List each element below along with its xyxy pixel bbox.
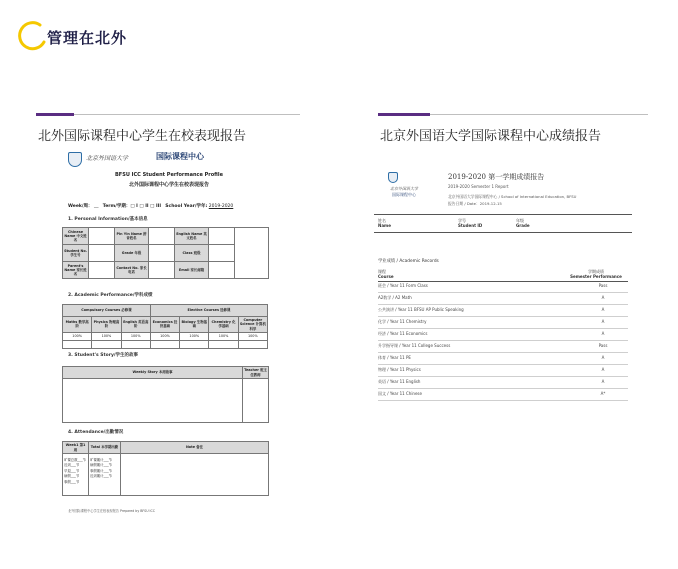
course-grade: Pass <box>598 343 608 348</box>
course-name: 化学 / Year 11 Chemistry <box>378 319 427 324</box>
subject-score: 100% <box>63 332 92 340</box>
class-label: Class 班级 <box>175 245 209 262</box>
attendance-item: 迟到___节 <box>64 463 80 468</box>
brand-logo <box>14 18 154 52</box>
subject-score: 100% <box>209 332 238 340</box>
course-grade: A <box>601 331 605 336</box>
report-subtitle: 2019-2020 Semester 1 Report <box>448 184 509 189</box>
report-title: 2019-2020 第一学期成绩报告 <box>448 173 545 181</box>
attendance-item: 病假累计___节 <box>90 463 113 468</box>
course-grade: A <box>601 307 605 312</box>
subject-score: 100% <box>92 332 121 340</box>
subject-header: English 英语高阶 <box>121 317 150 333</box>
left-column-title: 北外国际课程中心学生在校表现报告 <box>38 129 247 144</box>
attendance-item: 旷课总数___节 <box>64 458 87 462</box>
report-school-name: 北京外国语大学 <box>390 186 418 191</box>
grade-report-document <box>370 150 632 412</box>
record-row <box>378 282 628 293</box>
course-name: 体育 / Year 11 PE <box>378 355 411 360</box>
course-name: 升学指导课 / Year 11 College Success <box>378 343 451 348</box>
week-label: Week/周： <box>68 204 93 209</box>
section-story-heading: 3. Student's Story/学生的故事 <box>68 353 139 358</box>
subject-header: Economics 经济基础 <box>150 317 179 333</box>
course-grade: A <box>601 355 605 360</box>
report-address: 北京外国语大学国际课程中心 / School of International Education, BFSU <box>448 194 577 199</box>
personal-info-table <box>62 227 269 279</box>
attendance-week-items <box>63 454 89 496</box>
course-name: A2数学 / A2 Math <box>378 295 412 300</box>
attendance-total-header: Total 本学期出勤 <box>89 442 121 454</box>
attendance-table <box>62 441 269 496</box>
subject-score: 100% <box>238 332 267 340</box>
subject-header: Computer Science 计算机科学 <box>239 318 266 331</box>
course-grade: A <box>601 379 605 384</box>
right-divider <box>430 114 648 115</box>
course-name: 国文 / Year 11 Chinese <box>378 391 422 396</box>
course-grade: A* <box>600 391 606 396</box>
record-row <box>378 366 628 377</box>
attendance-total-items <box>89 454 121 496</box>
document-footer: 北外国际课程中心学生在校表现报告 Prepared by BFSU ICC <box>68 509 155 513</box>
record-row <box>378 354 628 365</box>
left-divider <box>74 114 300 115</box>
subject-header: Physics 物理高阶 <box>92 317 121 333</box>
email-label: Email 家长邮箱 <box>175 262 209 279</box>
term-label: Term/学期：□ I □ II □ III <box>102 204 161 209</box>
brand-name: 管理在北外 <box>47 29 128 47</box>
subject-header: Chemistry 化学基础 <box>209 317 238 333</box>
weekly-story-header: Weekly Story 本周故事 <box>63 367 243 379</box>
attendance-item: 事假累计___节 <box>90 468 113 473</box>
performance-profile-document <box>56 148 282 526</box>
report-department-name: 国际课程中心 <box>392 192 416 197</box>
section-personal-heading: 1. Personal Information/基本信息 <box>68 217 148 222</box>
header-divider <box>374 214 632 215</box>
school-crest-icon <box>388 172 398 183</box>
right-accent-bar <box>378 113 430 116</box>
right-column-title: 北京外国语大学国际课程中心成绩报告 <box>380 129 602 144</box>
subject-score: 100% <box>180 332 209 340</box>
course-grade: A <box>601 295 605 300</box>
course-grade: Pass <box>598 283 608 288</box>
course-grade: A <box>601 367 605 372</box>
grade-label: Grade 年级 <box>115 245 149 262</box>
school-crest-icon <box>68 152 82 167</box>
course-name: 经济 / Year 11 Economics <box>378 331 428 336</box>
contact-no-label: Contact No. 家长电话 <box>115 262 149 279</box>
attendance-item: 事假___节 <box>64 479 80 484</box>
school-name: 北京外国语大学 <box>86 155 129 162</box>
attendance-item: 早退___节 <box>64 468 80 473</box>
course-name: 班会 / Year 11 Form Class <box>378 283 428 288</box>
elective-courses-header: Elective Courses 选修课 <box>150 305 267 317</box>
pinyin-name-label: Pin Yin Name 拼音姓名 <box>115 228 149 245</box>
school-year-value: 2019-2020 <box>208 204 234 209</box>
document-title-cn: 北外国际课程中心学生在校表现报告 <box>128 182 209 188</box>
record-row <box>378 330 628 341</box>
academic-records-heading: 学业成绩 / Academic Records <box>378 259 439 264</box>
subject-score: 100% <box>150 332 179 340</box>
teacher-header: Teacher 班主任教师 <box>244 368 267 377</box>
course-name: 物理 / Year 11 Physics <box>378 367 421 372</box>
student-id-field: 学号 Student ID <box>458 218 483 228</box>
course-grade: A <box>601 319 605 324</box>
attendance-item: 迟到累计___节 <box>90 474 113 479</box>
week-term-line: Week/周： __ Term/学期：□ I □ II □ III School Year/学年: 2019-2020 <box>68 204 234 209</box>
section-academic-heading: 2. Academic Performance/学科成绩 <box>68 293 153 298</box>
grade-field: 年级 Grade <box>516 218 530 228</box>
left-accent-bar <box>36 113 74 116</box>
record-row <box>378 306 628 317</box>
record-row <box>378 342 628 353</box>
english-name-label: English Name 英文姓名 <box>175 228 209 245</box>
student-no-label: Student No. 学生号 <box>63 245 89 262</box>
record-row <box>378 390 628 401</box>
subject-header: Biology 生物基础 <box>180 317 209 333</box>
attendance-item: 病假___节 <box>64 474 80 479</box>
brand-swoosh-icon <box>14 18 48 52</box>
record-row <box>378 318 628 329</box>
compulsory-courses-header: Compulsory Courses 必修课 <box>63 305 151 317</box>
fields-divider <box>374 232 632 233</box>
chinese-name-label: Chinese Name 中文姓名 <box>63 228 89 245</box>
attendance-week-header: Week1 第1周 <box>63 442 89 454</box>
performance-column-header: 学期成绩 Semester Performance <box>570 269 622 279</box>
attendance-note-header: Note 备注 <box>121 442 269 454</box>
student-story-table <box>62 366 269 423</box>
course-name: 公共演讲 / Year 11 BFSU AP Public Speaking <box>378 307 464 312</box>
section-attendance-heading: 4. Attendance/出勤情况 <box>68 430 124 435</box>
name-field: 姓名 Name <box>378 218 391 228</box>
course-name: 英语 / Year 11 English <box>378 379 421 384</box>
department-name: 国际课程中心 <box>156 152 204 161</box>
document-title-en: BFSU ICC Student Performance Profile <box>115 172 223 178</box>
subject-score: 100% <box>121 332 150 340</box>
record-row <box>378 294 628 305</box>
academic-table <box>62 304 268 349</box>
attendance-item: 旷课累计___节 <box>90 458 113 462</box>
course-column-header: 课程 Course <box>378 269 394 279</box>
subject-header: Maths 数学高阶 <box>63 317 92 333</box>
parent-name-label: Parent's Name 家长姓名 <box>63 262 89 279</box>
school-year-label: School Year/学年: <box>165 204 208 209</box>
report-date: 报告日期 / Date：2019-12-15 <box>448 201 502 206</box>
record-row <box>378 378 628 389</box>
